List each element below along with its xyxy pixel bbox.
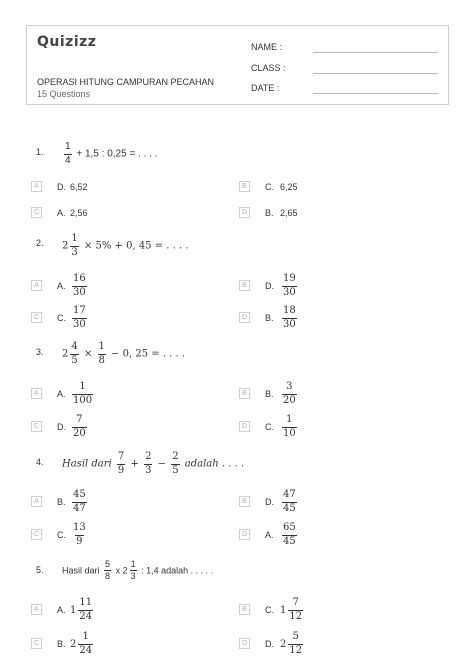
mixed-whole: 2: [70, 638, 77, 650]
fraction: $\frac{1}{4}$: [65, 141, 71, 166]
denominator: 24: [79, 610, 93, 622]
numerator: 16: [73, 273, 86, 284]
option-value: [70, 523, 89, 547]
question-text: 2 $\frac{4}{5}$ × $\frac{1}{8}$ − 0, 25 = . . . .: [62, 341, 186, 366]
numerator: 7: [292, 597, 299, 608]
denominator: 45: [283, 502, 296, 514]
option-value: [280, 523, 299, 547]
option-value: [70, 274, 89, 298]
numerator: 65: [283, 522, 296, 533]
denominator: 47: [73, 502, 86, 514]
option-letter: A.: [57, 281, 66, 291]
option-a-box[interactable]: A: [31, 280, 42, 291]
option-value: [280, 382, 299, 406]
numerator: 45: [73, 489, 86, 500]
option-value: 6,52: [70, 182, 88, 192]
option-value: [70, 306, 89, 330]
option-c-box[interactable]: C: [31, 529, 42, 540]
worksheet-header: [26, 25, 449, 105]
mixed-whole: 1: [70, 604, 77, 616]
option-a-box[interactable]: A: [31, 388, 42, 399]
option-value: [280, 415, 299, 439]
denominator: 20: [73, 427, 86, 439]
fraction: [288, 632, 303, 656]
option-d-box[interactable]: D: [239, 638, 250, 649]
worksheet-title: OPERASI HITUNG CAMPURAN PECAHAN: [37, 77, 215, 87]
option-letter: A.: [265, 530, 274, 540]
option-letter: C.: [265, 182, 274, 192]
option-value: [280, 490, 299, 514]
option-d-box[interactable]: D: [239, 421, 250, 432]
class-line[interactable]: [313, 73, 438, 74]
fraction: [288, 598, 303, 622]
denominator: 12: [289, 610, 303, 622]
fraction: [282, 415, 297, 439]
option-value: [70, 490, 89, 514]
option-value: [70, 632, 95, 656]
fraction: $\frac{5}{8}$: [105, 559, 111, 582]
denominator: 30: [283, 318, 296, 330]
option-c-box[interactable]: C: [31, 421, 42, 432]
question-text: $\frac{1}{4}$ + 1,5 : 0,25 = . . . .: [65, 141, 158, 166]
option-d-box[interactable]: D: [239, 529, 250, 540]
fraction: [282, 274, 297, 298]
denominator: 30: [283, 286, 296, 298]
option-letter: A.: [57, 389, 66, 399]
option-a-box[interactable]: A: [31, 181, 42, 192]
fraction: [78, 632, 93, 656]
numerator: 1: [79, 381, 86, 392]
question-text: 2 $\frac{1}{3}$ × 5% + 0, 45 = . . . .: [62, 233, 189, 258]
question-number: 2.: [36, 238, 44, 248]
denominator: 30: [73, 286, 86, 298]
mixed-whole: 2: [280, 638, 287, 650]
option-letter: B.: [265, 389, 274, 399]
option-letter: D.: [265, 281, 274, 291]
option-letter: B.: [57, 497, 66, 507]
denominator: 45: [283, 535, 296, 547]
class-label: CLASS :: [251, 63, 286, 73]
option-value: [70, 598, 95, 622]
option-value: [280, 632, 305, 656]
option-letter: B.: [265, 208, 274, 218]
question-number: 1.: [36, 147, 44, 157]
question-count: 15 Questions: [37, 89, 91, 99]
option-letter: A.: [57, 208, 66, 218]
option-c-box[interactable]: C: [31, 312, 42, 323]
denominator: 9: [76, 535, 83, 547]
numerator: 13: [73, 522, 86, 533]
option-a-box[interactable]: A: [31, 604, 42, 615]
fraction: $\frac{4}{5}$: [71, 341, 78, 366]
option-b-box[interactable]: B: [239, 388, 250, 399]
numerator: 1: [82, 631, 89, 642]
fraction: [72, 382, 93, 406]
fraction: $\frac{1}{3}$: [71, 233, 78, 258]
fraction: [282, 306, 297, 330]
option-letter: B.: [265, 313, 274, 323]
option-letter: B.: [57, 639, 66, 649]
option-b-box[interactable]: B: [239, 496, 250, 507]
denominator: 30: [73, 318, 86, 330]
option-letter: D.: [265, 497, 274, 507]
numerator: 1: [286, 414, 293, 425]
option-value: 2,65: [280, 208, 298, 218]
denominator: 24: [79, 644, 93, 656]
fraction: $\frac{2}{3}$: [145, 451, 152, 476]
date-label: DATE :: [251, 83, 280, 93]
option-letter: C.: [57, 313, 66, 323]
option-letter: C.: [57, 530, 66, 540]
option-d-box[interactable]: D: [239, 312, 250, 323]
date-line[interactable]: [313, 93, 438, 94]
denominator: 10: [283, 427, 296, 439]
fraction: [282, 490, 297, 514]
numerator: 3: [286, 381, 293, 392]
fraction: [72, 415, 87, 439]
numerator: 19: [283, 273, 296, 284]
option-letter: C.: [265, 422, 274, 432]
fraction: [72, 274, 87, 298]
fraction: [282, 523, 297, 547]
question-text: Hasil dari $\frac{5}{8}$ x 2 $\frac{1}{3}$ : 1,4 adalah . . . . .: [62, 559, 214, 582]
mixed-whole: 1: [280, 604, 287, 616]
option-letter: D.: [265, 639, 274, 649]
option-value: [280, 306, 299, 330]
option-value: 6,25: [280, 182, 298, 192]
fraction: $\frac{2}{5}$: [172, 451, 179, 476]
numerator: 47: [283, 489, 296, 500]
fraction: $\frac{1}{3}$: [130, 559, 136, 582]
option-letter: D.: [57, 182, 66, 192]
option-a-box[interactable]: A: [31, 496, 42, 507]
fraction: [78, 598, 93, 622]
option-value: [280, 598, 305, 622]
option-value: [70, 382, 95, 406]
numerator: 7: [76, 414, 83, 425]
question-number: 4.: [36, 457, 44, 467]
denominator: 100: [73, 394, 93, 406]
option-c-box[interactable]: C: [31, 638, 42, 649]
question-number: 5.: [36, 565, 44, 575]
fraction: [72, 306, 87, 330]
option-b-box[interactable]: B: [239, 181, 250, 192]
numerator: 18: [283, 305, 296, 316]
option-letter: D.: [57, 422, 66, 432]
name-label: NAME :: [251, 42, 283, 52]
fraction: [282, 382, 297, 406]
name-line[interactable]: [313, 52, 438, 53]
fraction: [72, 523, 87, 547]
quizizz-logo: Quizizz: [37, 34, 97, 50]
question-number: 3.: [36, 347, 44, 357]
fraction: [72, 490, 87, 514]
numerator: 11: [79, 597, 93, 608]
denominator: 20: [283, 394, 296, 406]
denominator: 12: [289, 644, 303, 656]
option-value: [70, 415, 89, 439]
option-letter: C.: [265, 605, 274, 615]
option-b-box[interactable]: B: [239, 604, 250, 615]
option-value: [280, 274, 299, 298]
option-value: 2,56: [70, 208, 88, 218]
fraction: $\frac{1}{8}$: [98, 341, 105, 366]
option-b-box[interactable]: B: [239, 280, 250, 291]
option-c-box[interactable]: C: [31, 207, 42, 218]
question-text: Hasil dari $\frac{7}{9}$ + $\frac{2}{3}$ − $\frac{2}{5}$ adalah . . . .: [62, 451, 245, 476]
numerator: 17: [73, 305, 86, 316]
fraction: $\frac{7}{9}$: [117, 451, 125, 476]
option-letter: A.: [57, 605, 66, 615]
option-d-box[interactable]: D: [239, 207, 250, 218]
numerator: 5: [292, 631, 299, 642]
